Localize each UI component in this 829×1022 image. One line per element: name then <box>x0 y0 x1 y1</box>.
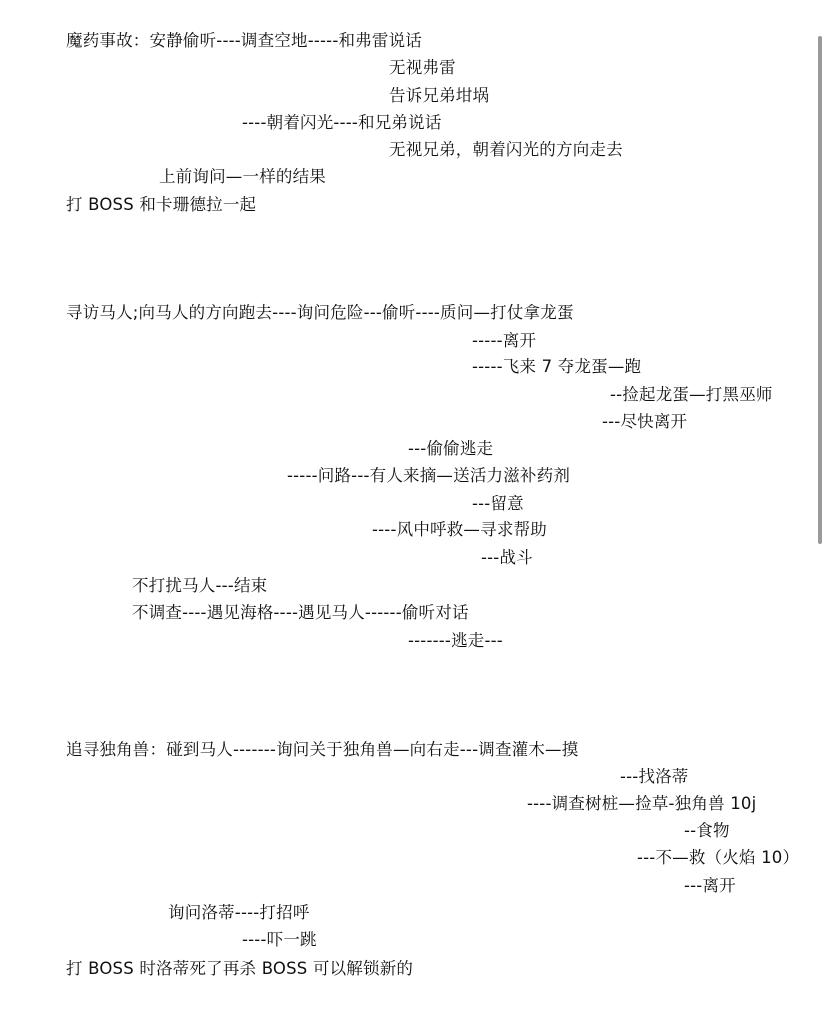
centaur-line-5: ---尽快离开 <box>602 412 688 431</box>
centaur-line-6: ---偷偷逃走 <box>408 439 494 458</box>
potion-accident-line-5: 无视兄弟，朝着闪光的方向走去 <box>389 140 623 159</box>
centaur-line-12: 不调查----遇见海格----遇见马人------偷听对话 <box>132 603 469 622</box>
unicorn-line-9: 打 BOSS 时洛蒂死了再杀 BOSS 可以解锁新的 <box>66 959 414 978</box>
unicorn-line-3: ----调查树桩—捡草-独角兽 10j <box>527 794 757 813</box>
centaur-line-7: -----问路---有人来摘—送活力滋补药剂 <box>287 466 571 485</box>
potion-accident-line-3: 告诉兄弟坩埚 <box>389 86 490 105</box>
unicorn-line-7: 询问洛蒂----打招呼 <box>168 903 310 922</box>
centaur-line-11: 不打扰马人---结束 <box>132 576 268 595</box>
potion-accident-line-4: ----朝着闪光----和兄弟说话 <box>242 113 442 132</box>
unicorn-line-4: --食物 <box>684 821 730 840</box>
potion-accident-line-7: 打 BOSS 和卡珊德拉一起 <box>66 195 257 214</box>
unicorn-line-8: ----吓一跳 <box>242 930 317 949</box>
centaur-line-2: -----离开 <box>472 331 537 350</box>
centaur-line-9: ----风中呼救—寻求帮助 <box>372 520 547 539</box>
unicorn-line-6: ---离开 <box>684 876 736 895</box>
potion-accident-line-2: 无视弗雷 <box>389 58 456 77</box>
centaur-line-13: -------逃走--- <box>408 631 503 650</box>
unicorn-line-5: ---不—救（火焰 10） <box>637 848 800 867</box>
centaur-line-4: --捡起龙蛋—打黑巫师 <box>610 385 773 404</box>
centaur-line-1: 寻访马人;向马人的方向跑去----询问危险---偷听----质问—打仗拿龙蛋 <box>66 303 574 322</box>
potion-accident-line-1: 魔药事故：安静偷听----调查空地-----和弗雷说话 <box>66 31 422 50</box>
unicorn-line-2: ---找洛蒂 <box>620 767 689 786</box>
vertical-scrollbar[interactable] <box>818 36 822 544</box>
unicorn-line-1: 追寻独角兽：碰到马人-------询问关于独角兽—向右走---调查灌木—摸 <box>66 740 579 759</box>
centaur-line-10: ---战斗 <box>481 548 533 567</box>
potion-accident-line-6: 上前询问—一样的结果 <box>159 167 326 186</box>
centaur-line-8: ---留意 <box>472 494 524 513</box>
centaur-line-3: -----飞来 7 夺龙蛋—跑 <box>472 357 642 376</box>
